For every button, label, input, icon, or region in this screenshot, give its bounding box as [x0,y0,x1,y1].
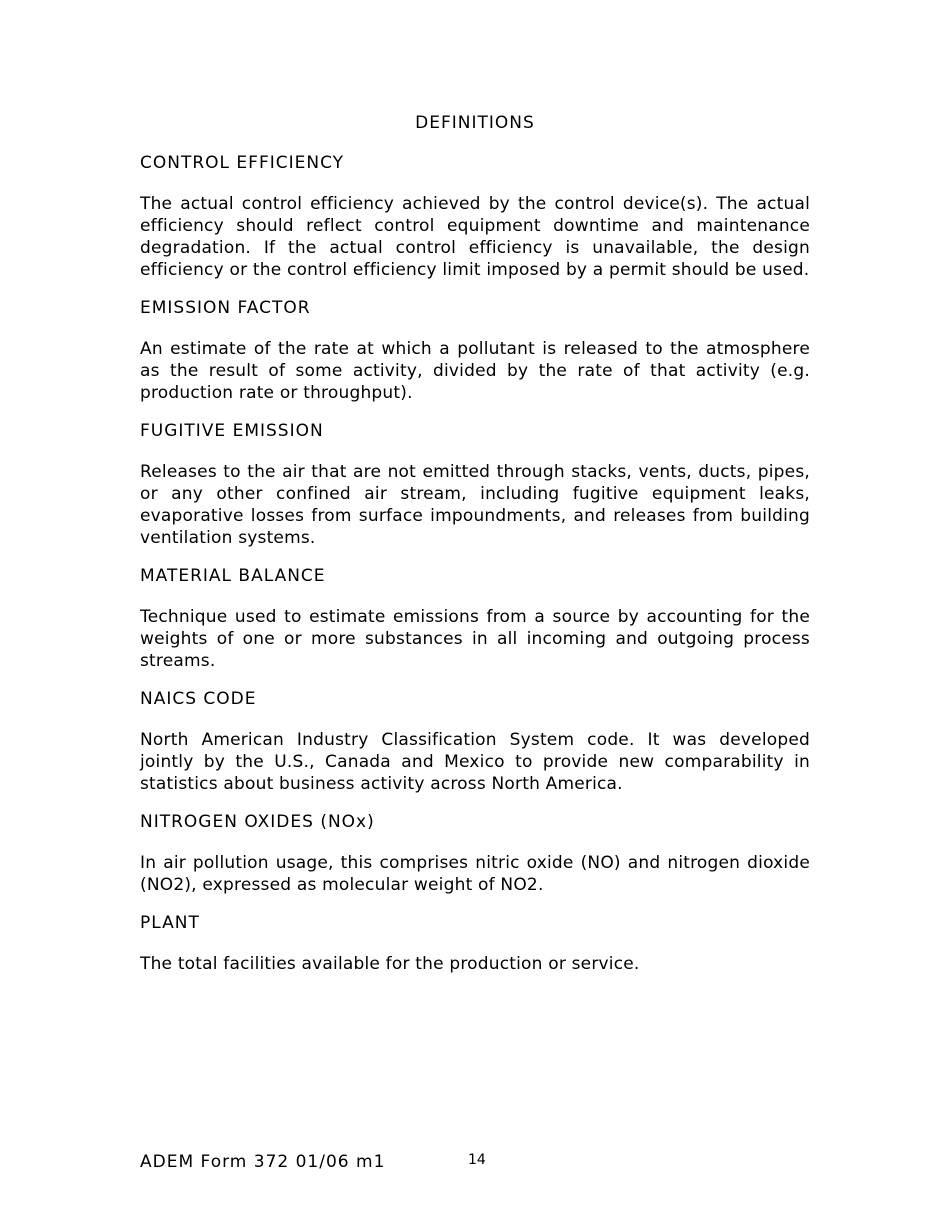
document-page [140,0,810,1230]
term-heading: NAICS CODE [140,689,257,709]
term-heading: FUGITIVE EMISSION [140,421,324,441]
definition-text: North American Industry Classification System code. It was developed jointly by the U.S., Canada and Mexico to provide new comparability in statistics about business activity across North America. [140,730,810,794]
definition-entry [140,566,810,672]
definition-text: The actual control efficiency achieved by the control device(s). The actual efficiency should reflect control equipment downtime and maintenance degradation. If the actual control efficiency is unavailable, the design efficiency or the control efficiency limit imposed by a permit should be used. [140,194,810,280]
term-heading: CONTROL EFFICIENCY [140,153,345,173]
definition-text: Technique used to estimate emissions from a source by accounting for the weights of one or more substances in all incoming and outgoing process streams. [140,607,810,671]
term-heading: EMISSION FACTOR [140,298,311,318]
definition-text: In air pollution usage, this comprises nitric oxide (NO) and nitrogen dioxide (NO2), expressed as molecular weight of NO2. [140,853,810,895]
page-title: DEFINITIONS [415,113,535,133]
definition-entry [140,153,810,281]
definition-entry [140,913,810,975]
definition-entry [140,689,810,795]
term-heading: PLANT [140,913,200,933]
definitions-list [140,153,810,992]
term-heading: NITROGEN OXIDES (NOx) [140,812,375,832]
definition-entry [140,812,810,896]
definition-text: An estimate of the rate at which a pollutant is released to the atmosphere as the result of some activity, divided by the rate of that activity (e.g. production rate or throughput). [140,339,810,403]
definition-entry [140,421,810,549]
page-number: 14 [468,1152,486,1168]
definition-text: Releases to the air that are not emitted through stacks, vents, ducts, pipes, or any other confined air stream, including fugitive equipment leaks, evaporative losses from surface impoundments, and releases from building ventilation systems. [140,462,810,548]
footer-form-id: ADEM Form 372 01/06 m1 [140,1152,386,1172]
definition-entry [140,298,810,404]
definition-text: The total facilities available for the production or service. [140,954,640,974]
term-heading: MATERIAL BALANCE [140,566,326,586]
